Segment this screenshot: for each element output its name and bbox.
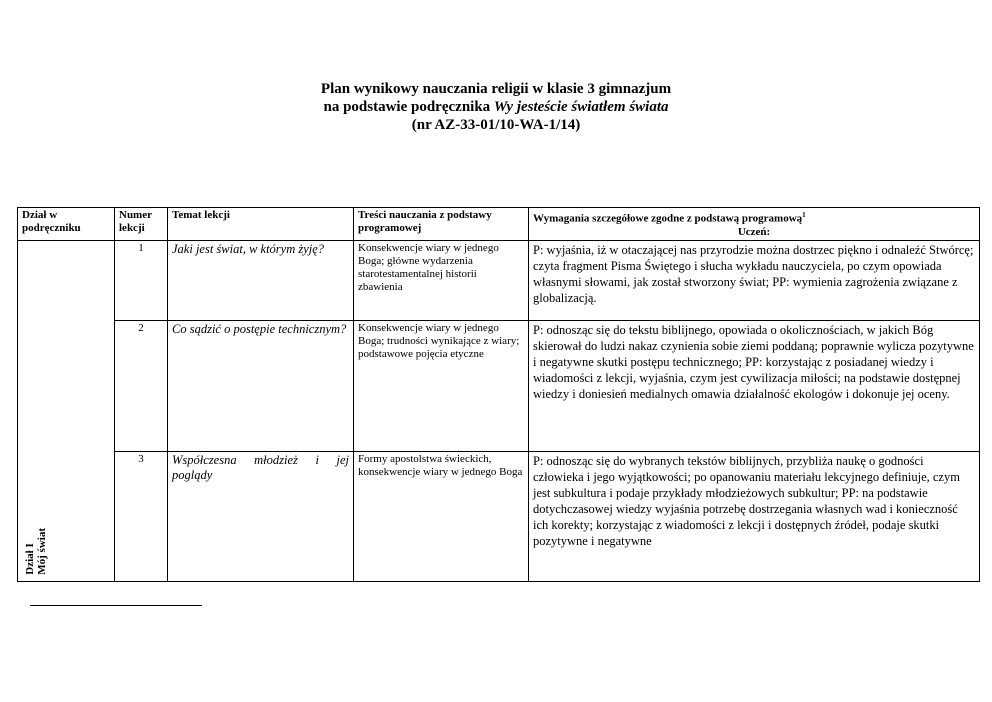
table-row — [18, 240, 980, 320]
section-label — [24, 528, 48, 575]
lesson-topic: Współczesna młodzież i jej poglądy — [168, 451, 354, 581]
section-label-line-1: Dział I — [24, 543, 36, 575]
header-lesson-number: Numer lekcji — [115, 208, 168, 241]
header-section: Dział w podręczniku — [18, 208, 115, 241]
header-content: Treści nauczania z podstawy programowej — [354, 208, 529, 241]
title-line-1: Plan wynikowy nauczania religii w klasie 3 gimnazjum — [320, 81, 672, 97]
lesson-topic: Jaki jest świat, w którym żyję? — [168, 240, 354, 320]
lesson-content: Konsekwencje wiary w jednego Boga; główne wydarzenia starotestamentalnej historii zbawienia — [354, 240, 529, 320]
title-line-2-prefix: na podstawie podręcznika — [323, 99, 494, 115]
header-requirements — [529, 208, 980, 241]
lesson-topic: Co sądzić o postępie technicznym? — [168, 320, 354, 451]
table-row — [18, 451, 980, 581]
lesson-number: 3 — [115, 451, 168, 581]
lesson-number: 2 — [115, 320, 168, 451]
footnote-separator — [30, 605, 202, 606]
footnote-mark: 1 — [802, 211, 806, 219]
lesson-requirements: P: odnosząc się do tekstu biblijnego, opowiada o okolicznościach, w jakich Bóg skierował do ludzi nakaz czynienia sobie ziemi poddaną; poprawnie wylicza pozytywne i negatywne skutki postępu technicznego; PP: korzystając z posiadanej wiedzy i wiadomości z lekcji, wyjaśnia, czym jest cywilizacja miłości; na podstawie dostępnej wiedzy i doniesień medialnych omawia działalność ekologów i dokonuje jej oceny. — [529, 320, 980, 451]
lesson-number: 1 — [115, 240, 168, 320]
table-row — [18, 320, 980, 451]
section-label-line-2: Mój świat — [36, 527, 48, 575]
header-requirements-subheader: Uczeń: — [737, 225, 771, 238]
document-title — [0, 80, 992, 134]
section-cell — [18, 240, 115, 581]
lesson-content: Konsekwencje wiary w jednego Boga; trudności wynikające z wiary; podstawowe pojęcia etyczne — [354, 320, 529, 451]
lesson-requirements: P: wyjaśnia, iż w otaczającej nas przyrodzie można dostrzec piękno i odnaleźć Stwórcę; czyta fragment Pisma Świętego i słucha wykładu nauczyciela, po czym opowiada własnymi słowami, jak został stworzony świat; PP: wymienia zagrożenia związane z globalizacją. — [529, 240, 980, 320]
header-topic: Temat lekcji — [168, 208, 354, 241]
header-requirements-label — [533, 209, 975, 226]
lesson-content: Formy apostolstwa świeckich, konsekwencje wiary w jednego Boga — [354, 451, 529, 581]
title-line-3: (nr AZ-33-01/10-WA-1/14) — [411, 117, 581, 133]
table-header-row — [18, 208, 980, 241]
title-line-2 — [0, 98, 992, 116]
lesson-plan-table — [17, 207, 980, 582]
header-requirements-text: Wymagania szczegółowe zgodne z podstawą programową — [533, 212, 803, 225]
lesson-requirements: P: odnosząc się do wybranych tekstów biblijnych, przybliża naukę o godności człowieka i jego wyjątkowości; po opanowaniu materiału lekcyjnego definiuje, czym jest subkultura i podaje przykłady młodzieżowych subkultur; PP: na podstawie dotychczasowej wiedzy wyjaśnia potrzebę dostrzegania własnych wad i konieczność ich korekty; korzystając z wiadomości z lekcji i dostępnych źródeł, podaje skutki pozytywne i negatywne — [529, 451, 980, 581]
textbook-title: Wy jesteście światłem świata — [493, 99, 669, 115]
